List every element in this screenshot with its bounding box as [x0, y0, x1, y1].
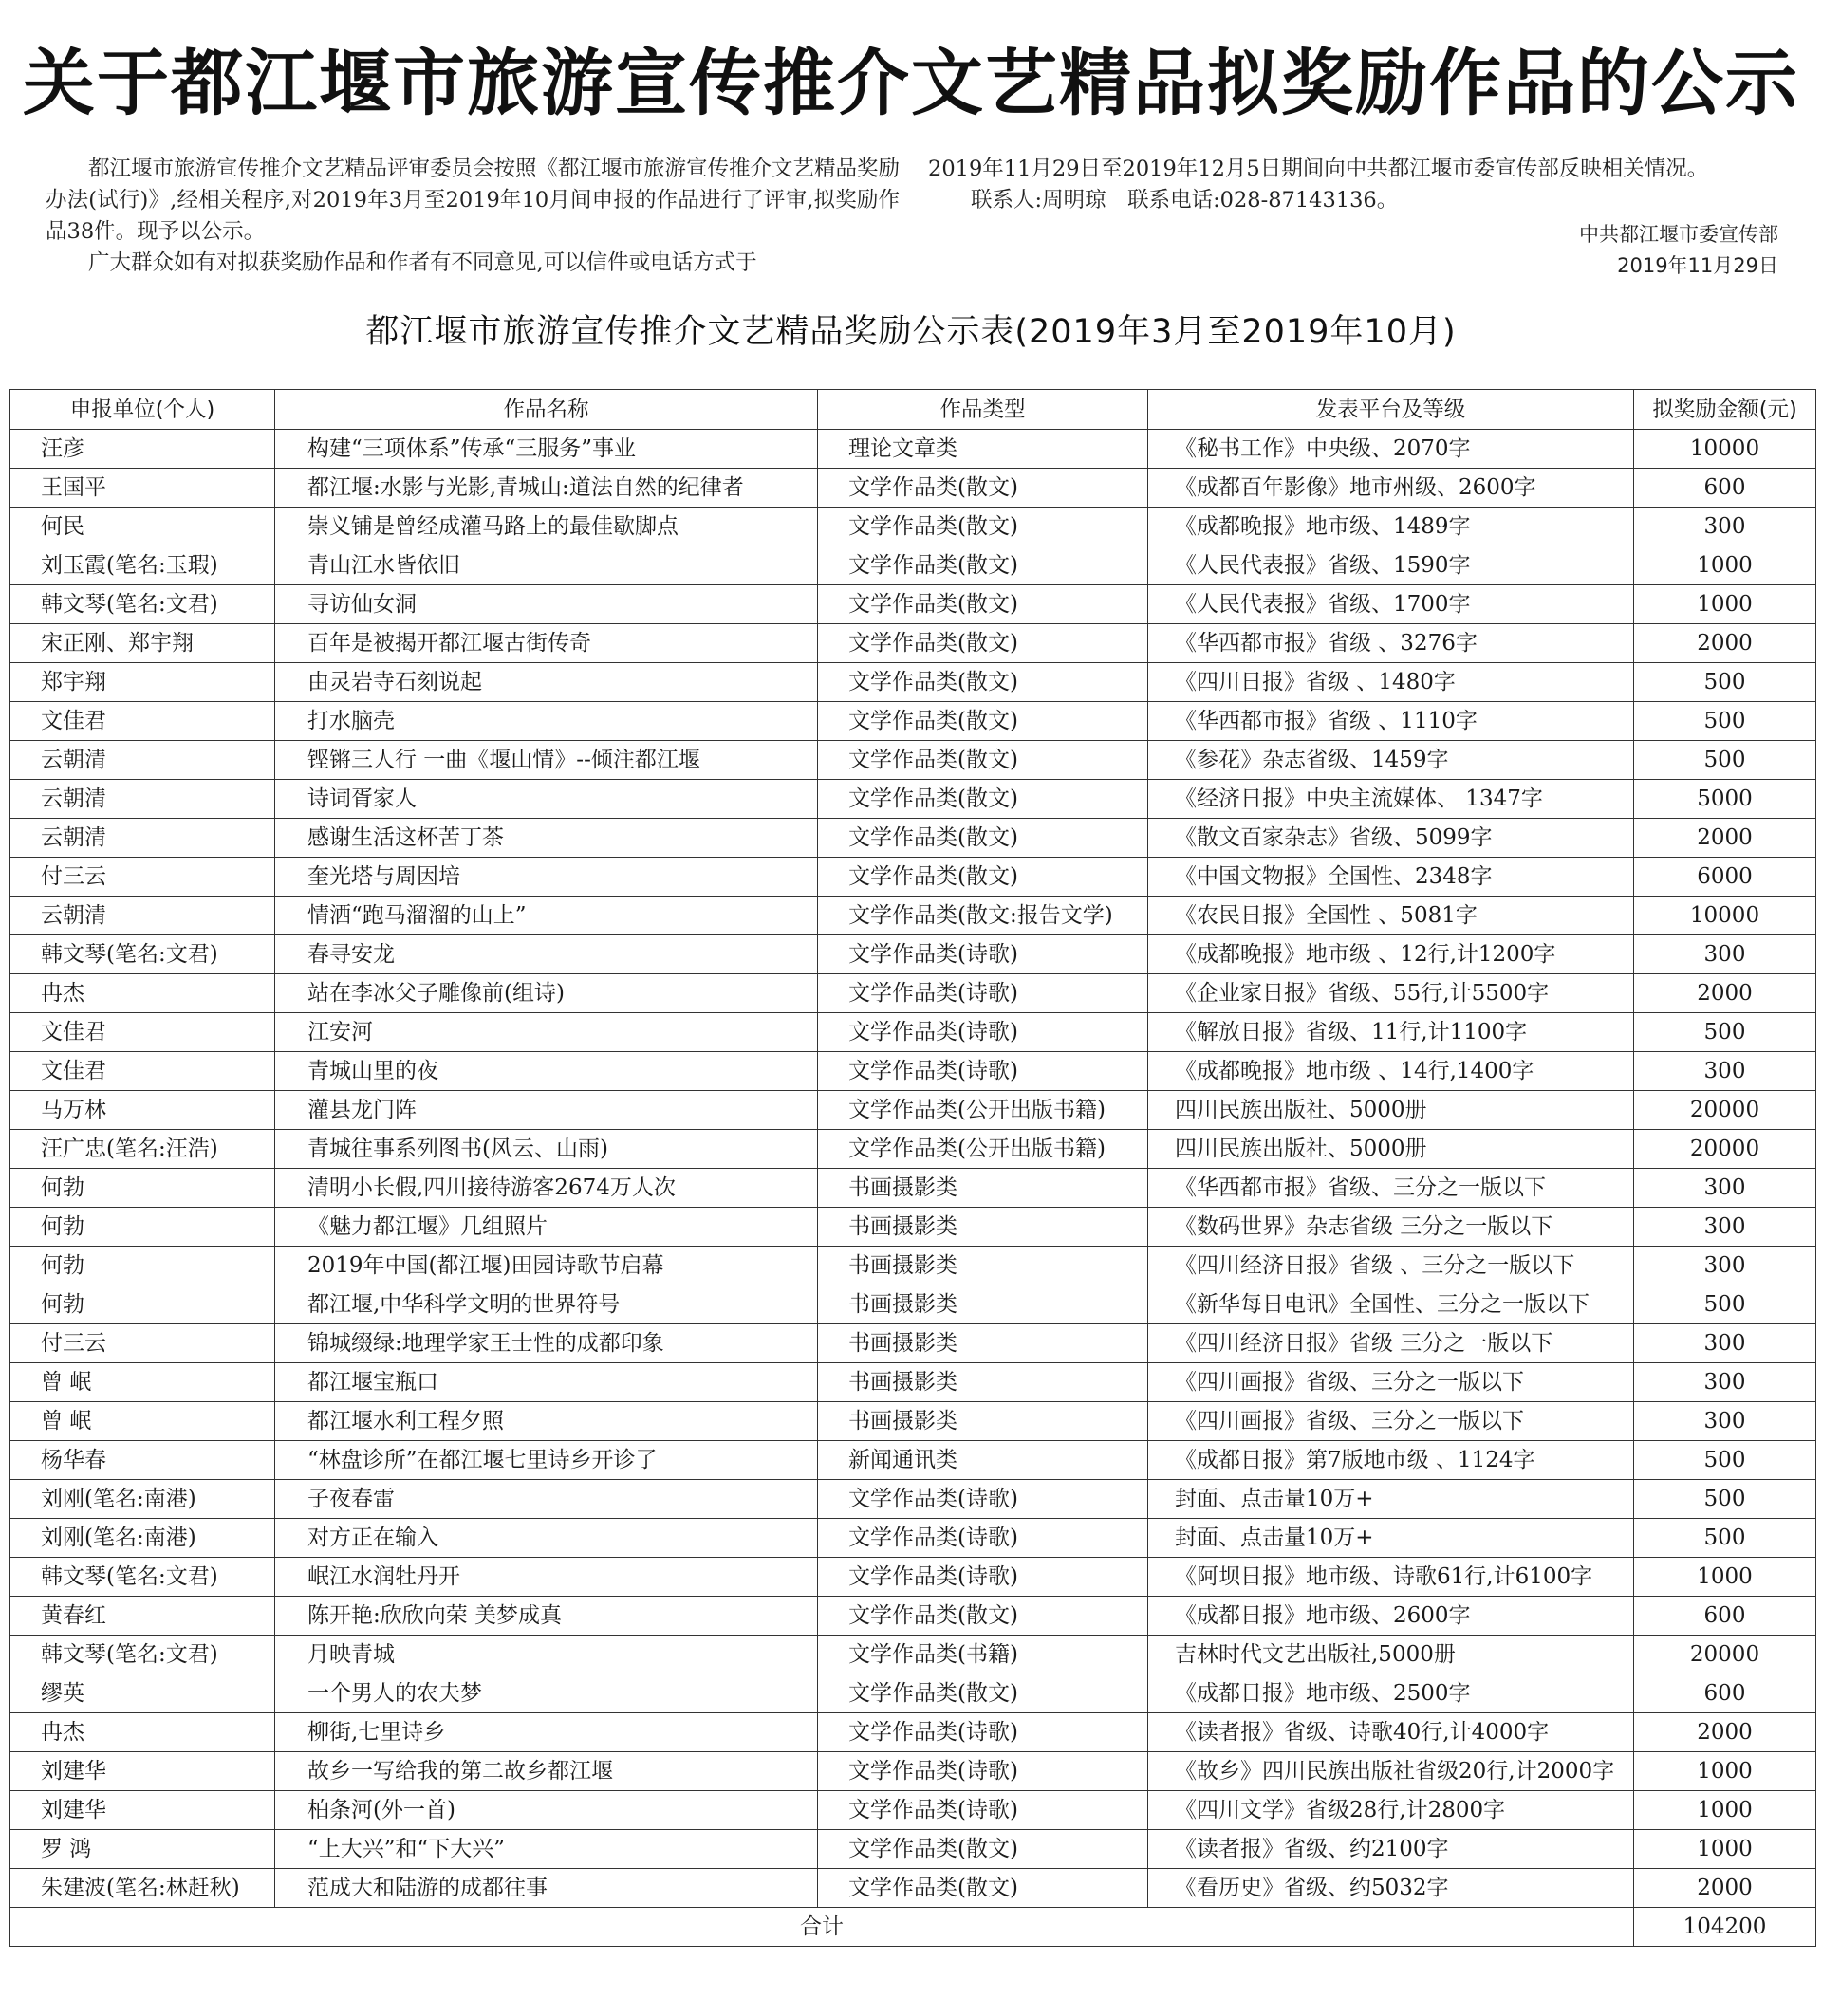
header-applicant: 申报单位(个人): [10, 390, 275, 430]
table-row: [10, 1169, 1816, 1208]
cell-award-amount: 300: [1634, 935, 1816, 974]
cell-work-title: 柏条河(外一首): [275, 1791, 818, 1830]
cell-applicant: 冉杰: [10, 974, 275, 1013]
intro-paragraph-1: 都江堰市旅游宣传推介文艺精品评审委员会按照《都江堰市旅游宣传推介文艺精品奖励办法(试行)》,经相关程序,对2019年3月至2019年10月间申报的作品进行了评审,拟奖励作品38件。现予以公示。: [46, 157, 901, 244]
header-work-title: 作品名称: [275, 390, 818, 430]
cell-platform-level: 《四川画报》省级、三分之一版以下: [1148, 1363, 1634, 1402]
cell-award-amount: 500: [1634, 663, 1816, 702]
cell-work-title: 柳街,七里诗乡: [275, 1713, 818, 1752]
cell-work-title: 百年是被揭开都江堰古街传奇: [275, 624, 818, 663]
cell-work-title: 月映青城: [275, 1636, 818, 1674]
table-row: [10, 1480, 1816, 1519]
cell-platform-level: 《阿坝日报》地市级、诗歌61行,计6100字: [1148, 1558, 1634, 1597]
cell-work-type: 文学作品类(散文): [818, 1597, 1148, 1636]
table-title: 都江堰市旅游宣传推介文艺精品奖励公示表(2019年3月至2019年10月): [365, 313, 1457, 351]
cell-applicant: 云朝清: [10, 897, 275, 935]
table-row: [10, 780, 1816, 819]
cell-platform-level: 《读者报》省级、约2100字: [1148, 1830, 1634, 1869]
cell-work-type: 文学作品类(诗歌): [818, 974, 1148, 1013]
page-title: 关于都江堰市旅游宣传推介文艺精品拟奖励作品的公示: [23, 41, 1799, 125]
cell-award-amount: 500: [1634, 1441, 1816, 1480]
header-award-amount: 拟奖励金额(元): [1634, 390, 1816, 430]
cell-work-title: 故乡一写给我的第二故乡都江堰: [275, 1752, 818, 1791]
cell-applicant: 宋正刚、郑宇翔: [10, 624, 275, 663]
cell-platform-level: 《成都日报》地市级、2600字: [1148, 1597, 1634, 1636]
cell-award-amount: 6000: [1634, 858, 1816, 897]
cell-award-amount: 600: [1634, 1597, 1816, 1636]
cell-work-type: 文学作品类(诗歌): [818, 935, 1148, 974]
table-row: [10, 469, 1816, 508]
cell-award-amount: 2000: [1634, 1869, 1816, 1908]
award-table: [9, 389, 1816, 1947]
cell-work-type: 文学作品类(散文): [818, 585, 1148, 624]
cell-work-type: 文学作品类(诗歌): [818, 1052, 1148, 1091]
intro-paragraph-2-continued: 2019年11月29日至2019年12月5日期间向中共都江堰市委宣传部反映相关情况。: [928, 157, 1709, 181]
table-row: [10, 508, 1816, 546]
cell-work-type: 文学作品类(散文): [818, 1674, 1148, 1713]
cell-award-amount: 500: [1634, 702, 1816, 741]
cell-work-type: 文学作品类(散文): [818, 508, 1148, 546]
cell-applicant: 刘建华: [10, 1752, 275, 1791]
cell-award-amount: 5000: [1634, 780, 1816, 819]
cell-platform-level: 《看历史》省级、约5032字: [1148, 1869, 1634, 1908]
signature-org: 中共都江堰市委宣传部: [1579, 223, 1778, 246]
cell-work-type: 书画摄影类: [818, 1208, 1148, 1247]
cell-platform-level: 《农民日报》全国性 、5081字: [1148, 897, 1634, 935]
cell-applicant: 云朝清: [10, 819, 275, 858]
cell-applicant: 韩文琴(笔名:文君): [10, 1558, 275, 1597]
cell-work-type: 文学作品类(公开出版书籍): [818, 1130, 1148, 1169]
table-row: [10, 1013, 1816, 1052]
cell-work-type: 文学作品类(散文): [818, 469, 1148, 508]
cell-work-type: 文学作品类(散文): [818, 546, 1148, 585]
cell-work-title: 2019年中国(都江堰)田园诗歌节启幕: [275, 1247, 818, 1285]
cell-award-amount: 20000: [1634, 1636, 1816, 1674]
cell-work-title: 青山江水皆依旧: [275, 546, 818, 585]
cell-work-type: 文学作品类(公开出版书籍): [818, 1091, 1148, 1130]
cell-work-type: 文学作品类(散文): [818, 780, 1148, 819]
cell-platform-level: 《散文百家杂志》省级、5099字: [1148, 819, 1634, 858]
cell-award-amount: 10000: [1634, 897, 1816, 935]
cell-work-title: 都江堰:水影与光影,青城山:道法自然的纪律者: [275, 469, 818, 508]
total-row: [10, 1908, 1816, 1947]
cell-award-amount: 600: [1634, 1674, 1816, 1713]
table-row: [10, 1402, 1816, 1441]
cell-applicant: 韩文琴(笔名:文君): [10, 935, 275, 974]
cell-award-amount: 300: [1634, 1247, 1816, 1285]
table-row: [10, 1363, 1816, 1402]
cell-award-amount: 2000: [1634, 819, 1816, 858]
cell-award-amount: 2000: [1634, 1713, 1816, 1752]
contact-info: 联系人:周明琼 联系电话:028-87143136。: [971, 188, 1399, 213]
cell-work-title: 奎光塔与周因培: [275, 858, 818, 897]
cell-platform-level: 《解放日报》省级、11行,计1100字: [1148, 1013, 1634, 1052]
cell-award-amount: 300: [1634, 1324, 1816, 1363]
table-row: [10, 1519, 1816, 1558]
cell-work-title: 都江堰,中华科学文明的世界符号: [275, 1285, 818, 1324]
cell-platform-level: 四川民族出版社、5000册: [1148, 1130, 1634, 1169]
cell-applicant: 刘建华: [10, 1791, 275, 1830]
cell-applicant: 杨华春: [10, 1441, 275, 1480]
cell-work-title: 崇义铺是曾经成灌马路上的最佳歇脚点: [275, 508, 818, 546]
cell-applicant: 曾 岷: [10, 1402, 275, 1441]
cell-work-type: 文学作品类(诗歌): [818, 1519, 1148, 1558]
cell-applicant: 王国平: [10, 469, 275, 508]
cell-award-amount: 300: [1634, 1363, 1816, 1402]
cell-platform-level: 封面、点击量10万+: [1148, 1519, 1634, 1558]
cell-platform-level: 《华西都市报》省级、三分之一版以下: [1148, 1169, 1634, 1208]
cell-platform-level: 《秘书工作》中央级、2070字: [1148, 430, 1634, 469]
cell-platform-level: 《故乡》四川民族出版社省级20行,计2000字: [1148, 1752, 1634, 1791]
intro-right-column: [928, 154, 1782, 216]
table-row: [10, 1636, 1816, 1674]
cell-work-title: 打水脑壳: [275, 702, 818, 741]
cell-work-type: 文学作品类(散文:报告文学): [818, 897, 1148, 935]
cell-work-type: 书画摄影类: [818, 1363, 1148, 1402]
table-row: [10, 858, 1816, 897]
cell-platform-level: 《新华每日电讯》全国性、三分之一版以下: [1148, 1285, 1634, 1324]
cell-work-type: 文学作品类(散文): [818, 663, 1148, 702]
cell-work-title: 寻访仙女洞: [275, 585, 818, 624]
table-row: [10, 702, 1816, 741]
cell-work-title: 构建“三项体系”传承“三服务”事业: [275, 430, 818, 469]
cell-award-amount: 1000: [1634, 585, 1816, 624]
cell-work-title: 都江堰宝瓶口: [275, 1363, 818, 1402]
table-row: [10, 624, 1816, 663]
table-row: [10, 1208, 1816, 1247]
cell-work-type: 文学作品类(诗歌): [818, 1013, 1148, 1052]
cell-platform-level: 封面、点击量10万+: [1148, 1480, 1634, 1519]
cell-applicant: 汪彦: [10, 430, 275, 469]
cell-platform-level: 《四川经济日报》省级 、三分之一版以下: [1148, 1247, 1634, 1285]
cell-platform-level: 《成都百年影像》地市州级、2600字: [1148, 469, 1634, 508]
cell-work-type: 文学作品类(诗歌): [818, 1713, 1148, 1752]
cell-award-amount: 20000: [1634, 1091, 1816, 1130]
cell-award-amount: 2000: [1634, 624, 1816, 663]
cell-award-amount: 1000: [1634, 546, 1816, 585]
cell-award-amount: 1000: [1634, 1791, 1816, 1830]
cell-platform-level: 《华西都市报》省级 、1110字: [1148, 702, 1634, 741]
cell-work-type: 书画摄影类: [818, 1402, 1148, 1441]
cell-platform-level: 《成都晚报》地市级 、12行,计1200字: [1148, 935, 1634, 974]
cell-work-title: 情洒“跑马溜溜的山上”: [275, 897, 818, 935]
cell-award-amount: 300: [1634, 1402, 1816, 1441]
table-body: [10, 430, 1816, 1947]
cell-work-type: 文学作品类(书籍): [818, 1636, 1148, 1674]
cell-applicant: 冉杰: [10, 1713, 275, 1752]
cell-award-amount: 1000: [1634, 1752, 1816, 1791]
cell-applicant: 缪英: [10, 1674, 275, 1713]
cell-platform-level: 四川民族出版社、5000册: [1148, 1091, 1634, 1130]
cell-work-type: 理论文章类: [818, 430, 1148, 469]
table-row: [10, 1558, 1816, 1597]
cell-award-amount: 20000: [1634, 1130, 1816, 1169]
table-row: [10, 897, 1816, 935]
cell-work-type: 新闻通讯类: [818, 1441, 1148, 1480]
cell-work-title: 岷江水润牡丹开: [275, 1558, 818, 1597]
cell-applicant: 何勃: [10, 1208, 275, 1247]
table-row: [10, 819, 1816, 858]
cell-award-amount: 500: [1634, 1285, 1816, 1324]
cell-work-title: 站在李冰父子雕像前(组诗): [275, 974, 818, 1013]
cell-award-amount: 300: [1634, 1208, 1816, 1247]
cell-applicant: 付三云: [10, 1324, 275, 1363]
cell-platform-level: 《成都晚报》地市级 、14行,1400字: [1148, 1052, 1634, 1091]
cell-award-amount: 500: [1634, 1013, 1816, 1052]
table-row: [10, 1441, 1816, 1480]
cell-platform-level: 《成都日报》地市级、2500字: [1148, 1674, 1634, 1713]
cell-work-title: 范成大和陆游的成都往事: [275, 1869, 818, 1908]
cell-platform-level: 《企业家日报》省级、55行,计5500字: [1148, 974, 1634, 1013]
intro-paragraph-2: 广大群众如有对拟获奖励作品和作者有不同意见,可以信件或电话方式于: [88, 250, 757, 275]
table-row: [10, 1869, 1816, 1908]
cell-work-title: 锦城缀绿:地理学家王士性的成都印象: [275, 1324, 818, 1363]
cell-work-title: 感谢生活这杯苦丁茶: [275, 819, 818, 858]
cell-platform-level: 《四川日报》省级 、1480字: [1148, 663, 1634, 702]
cell-applicant: 刘玉霞(笔名:玉瑕): [10, 546, 275, 585]
cell-applicant: 何民: [10, 508, 275, 546]
cell-work-title: 诗词胥家人: [275, 780, 818, 819]
cell-applicant: 罗 鸿: [10, 1830, 275, 1869]
cell-work-title: 子夜春雷: [275, 1480, 818, 1519]
cell-work-title: 铿锵三人行 一曲《堰山情》--倾注都江堰: [275, 741, 818, 780]
table-row: [10, 430, 1816, 469]
cell-applicant: 何勃: [10, 1247, 275, 1285]
cell-work-type: 文学作品类(诗歌): [818, 1752, 1148, 1791]
cell-work-title: 陈开艳:欣欣向荣 美梦成真: [275, 1597, 818, 1636]
cell-platform-level: 《参花》杂志省级、1459字: [1148, 741, 1634, 780]
cell-award-amount: 10000: [1634, 430, 1816, 469]
cell-work-type: 文学作品类(散文): [818, 819, 1148, 858]
cell-applicant: 马万林: [10, 1091, 275, 1130]
table-row: [10, 1830, 1816, 1869]
cell-work-type: 书画摄影类: [818, 1324, 1148, 1363]
cell-work-title: 青城往事系列图书(风云、山雨): [275, 1130, 818, 1169]
cell-applicant: 刘刚(笔名:南港): [10, 1519, 275, 1558]
cell-applicant: 文佳君: [10, 1052, 275, 1091]
cell-work-type: 文学作品类(诗歌): [818, 1791, 1148, 1830]
cell-work-title: 青城山里的夜: [275, 1052, 818, 1091]
cell-work-type: 文学作品类(散文): [818, 741, 1148, 780]
cell-work-title: 一个男人的农夫梦: [275, 1674, 818, 1713]
cell-applicant: 文佳君: [10, 1013, 275, 1052]
table-row: [10, 1052, 1816, 1091]
cell-award-amount: 600: [1634, 469, 1816, 508]
table-row: [10, 974, 1816, 1013]
signature-date: 2019年11月29日: [1617, 254, 1778, 277]
cell-work-type: 文学作品类(散文): [818, 702, 1148, 741]
cell-work-type: 文学作品类(散文): [818, 1869, 1148, 1908]
cell-applicant: 韩文琴(笔名:文君): [10, 1636, 275, 1674]
intro-left-column: [46, 154, 900, 279]
cell-platform-level: 《四川经济日报》省级 三分之一版以下: [1148, 1324, 1634, 1363]
cell-award-amount: 500: [1634, 741, 1816, 780]
cell-award-amount: 500: [1634, 1519, 1816, 1558]
cell-applicant: 何勃: [10, 1169, 275, 1208]
cell-platform-level: 吉林时代文艺出版社,5000册: [1148, 1636, 1634, 1674]
cell-work-type: 文学作品类(散文): [818, 1830, 1148, 1869]
cell-platform-level: 《人民代表报》省级、1590字: [1148, 546, 1634, 585]
cell-applicant: 韩文琴(笔名:文君): [10, 585, 275, 624]
cell-platform-level: 《读者报》省级、诗歌40行,计4000字: [1148, 1713, 1634, 1752]
header-platform-level: 发表平台及等级: [1148, 390, 1634, 430]
table-row: [10, 1752, 1816, 1791]
cell-platform-level: 《成都晚报》地市级、1489字: [1148, 508, 1634, 546]
table-row: [10, 546, 1816, 585]
cell-work-type: 文学作品类(诗歌): [818, 1480, 1148, 1519]
cell-platform-level: 《数码世界》杂志省级 三分之一版以下: [1148, 1208, 1634, 1247]
cell-applicant: 曾 岷: [10, 1363, 275, 1402]
cell-work-type: 书画摄影类: [818, 1247, 1148, 1285]
cell-applicant: 刘刚(笔名:南港): [10, 1480, 275, 1519]
table-row: [10, 741, 1816, 780]
cell-applicant: 文佳君: [10, 702, 275, 741]
cell-applicant: 付三云: [10, 858, 275, 897]
cell-applicant: 何勃: [10, 1285, 275, 1324]
cell-award-amount: 500: [1634, 1480, 1816, 1519]
cell-platform-level: 《人民代表报》省级、1700字: [1148, 585, 1634, 624]
cell-platform-level: 《四川文学》省级28行,计2800字: [1148, 1791, 1634, 1830]
table-row: [10, 1674, 1816, 1713]
table-row: [10, 663, 1816, 702]
table-row: [10, 1091, 1816, 1130]
cell-work-title: 清明小长假,四川接待游客2674万人次: [275, 1169, 818, 1208]
table-row: [10, 1597, 1816, 1636]
cell-award-amount: 300: [1634, 508, 1816, 546]
cell-work-title: 由灵岩寺石刻说起: [275, 663, 818, 702]
cell-applicant: 云朝清: [10, 780, 275, 819]
table-header-row: [10, 390, 1816, 430]
table-row: [10, 1713, 1816, 1752]
cell-award-amount: 300: [1634, 1169, 1816, 1208]
cell-applicant: 黄春红: [10, 1597, 275, 1636]
total-label: 合计: [10, 1908, 1634, 1947]
table-row: [10, 1791, 1816, 1830]
table-row: [10, 585, 1816, 624]
table-row: [10, 1247, 1816, 1285]
cell-work-title: 灌县龙门阵: [275, 1091, 818, 1130]
cell-award-amount: 1000: [1634, 1558, 1816, 1597]
cell-work-type: 书画摄影类: [818, 1285, 1148, 1324]
cell-applicant: 汪广忠(笔名:汪浩): [10, 1130, 275, 1169]
cell-applicant: 云朝清: [10, 741, 275, 780]
table-row: [10, 935, 1816, 974]
table-row: [10, 1285, 1816, 1324]
table-row: [10, 1130, 1816, 1169]
cell-award-amount: 2000: [1634, 974, 1816, 1013]
cell-work-title: 都江堰水利工程夕照: [275, 1402, 818, 1441]
header-work-type: 作品类型: [818, 390, 1148, 430]
table-row: [10, 1324, 1816, 1363]
cell-work-title: 《魅力都江堰》几组照片: [275, 1208, 818, 1247]
cell-platform-level: 《中国文物报》全国性、2348字: [1148, 858, 1634, 897]
cell-work-type: 文学作品类(散文): [818, 624, 1148, 663]
cell-work-title: 对方正在输入: [275, 1519, 818, 1558]
cell-platform-level: 《四川画报》省级、三分之一版以下: [1148, 1402, 1634, 1441]
cell-platform-level: 《华西都市报》省级 、3276字: [1148, 624, 1634, 663]
cell-applicant: 郑宇翔: [10, 663, 275, 702]
cell-work-title: 春寻安龙: [275, 935, 818, 974]
cell-applicant: 朱建波(笔名:林赶秋): [10, 1869, 275, 1908]
cell-work-type: 文学作品类(诗歌): [818, 1558, 1148, 1597]
cell-work-title: “上大兴”和“下大兴”: [275, 1830, 818, 1869]
cell-platform-level: 《经济日报》中央主流媒体、 1347字: [1148, 780, 1634, 819]
cell-platform-level: 《成都日报》第7版地市级 、1124字: [1148, 1441, 1634, 1480]
cell-award-amount: 1000: [1634, 1830, 1816, 1869]
cell-work-type: 文学作品类(散文): [818, 858, 1148, 897]
cell-work-title: 江安河: [275, 1013, 818, 1052]
total-amount: 104200: [1634, 1908, 1816, 1947]
cell-work-type: 书画摄影类: [818, 1169, 1148, 1208]
cell-work-title: “林盘诊所”在都江堰七里诗乡开诊了: [275, 1441, 818, 1480]
cell-award-amount: 300: [1634, 1052, 1816, 1091]
